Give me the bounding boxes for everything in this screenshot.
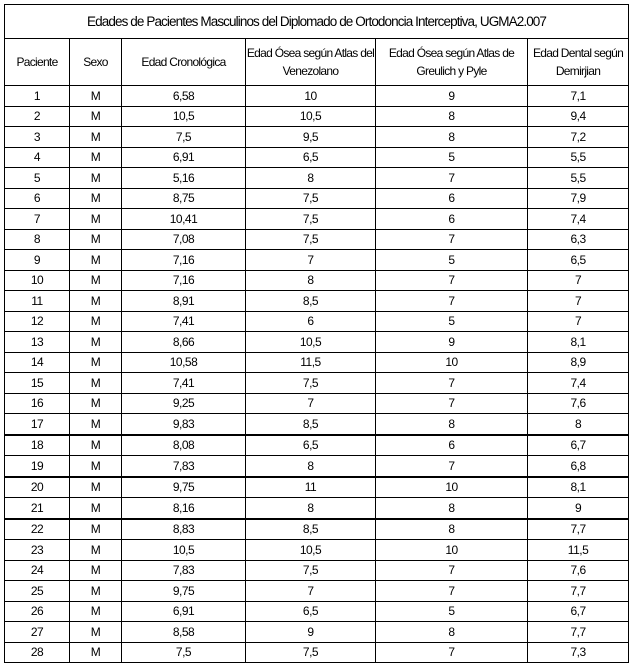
cell-edad-cronologica: 6,58 bbox=[122, 86, 246, 107]
header-edad-osea-greulich-pyle: Edad Ósea según Atlas de Greulich y Pyle bbox=[376, 39, 528, 86]
table-body bbox=[5, 86, 629, 663]
cell-edad-cronologica: 10,5 bbox=[122, 540, 246, 561]
cell-edad-cronologica: 7,16 bbox=[122, 270, 246, 291]
cell-edad-osea-greulich-pyle: 7 bbox=[376, 168, 528, 189]
cell-edad-cronologica: 10,41 bbox=[122, 209, 246, 230]
table-row bbox=[5, 498, 629, 519]
cell-edad-cronologica: 9,75 bbox=[122, 477, 246, 498]
title-row bbox=[5, 5, 629, 39]
cell-edad-osea-greulich-pyle: 7 bbox=[376, 229, 528, 250]
cell-sexo: M bbox=[70, 352, 122, 373]
cell-edad-osea-venezolano: 7,5 bbox=[246, 560, 376, 581]
cell-edad-osea-greulich-pyle: 8 bbox=[376, 414, 528, 435]
cell-paciente: 8 bbox=[5, 229, 70, 250]
cell-edad-dental-demirjian: 7 bbox=[528, 270, 629, 291]
table-row bbox=[5, 332, 629, 353]
cell-paciente: 26 bbox=[5, 601, 70, 622]
table-title: Edades de Pacientes Masculinos del Diplomado de Ortodoncia Interceptiva, UGMA2.007 bbox=[5, 5, 629, 39]
cell-sexo: M bbox=[70, 414, 122, 435]
table-row bbox=[5, 147, 629, 168]
cell-edad-cronologica: 6,91 bbox=[122, 601, 246, 622]
cell-edad-osea-venezolano: 9 bbox=[246, 622, 376, 643]
cell-edad-osea-greulich-pyle: 5 bbox=[376, 147, 528, 168]
cell-paciente: 2 bbox=[5, 106, 70, 127]
cell-edad-cronologica: 6,91 bbox=[122, 147, 246, 168]
cell-sexo: M bbox=[70, 127, 122, 148]
cell-paciente: 23 bbox=[5, 540, 70, 561]
cell-edad-osea-greulich-pyle: 7 bbox=[376, 560, 528, 581]
cell-edad-dental-demirjian: 5,5 bbox=[528, 168, 629, 189]
cell-paciente: 11 bbox=[5, 291, 70, 312]
table-row bbox=[5, 642, 629, 663]
table-row bbox=[5, 352, 629, 373]
cell-paciente: 10 bbox=[5, 270, 70, 291]
table-row bbox=[5, 127, 629, 148]
cell-paciente: 5 bbox=[5, 168, 70, 189]
cell-edad-dental-demirjian: 7,4 bbox=[528, 373, 629, 394]
cell-edad-cronologica: 8,75 bbox=[122, 188, 246, 209]
cell-sexo: M bbox=[70, 86, 122, 107]
table-row bbox=[5, 435, 629, 456]
cell-edad-osea-greulich-pyle: 7 bbox=[376, 373, 528, 394]
cell-edad-dental-demirjian: 7,2 bbox=[528, 127, 629, 148]
table-row bbox=[5, 373, 629, 394]
cell-edad-osea-venezolano: 7,5 bbox=[246, 642, 376, 663]
cell-sexo: M bbox=[70, 642, 122, 663]
cell-sexo: M bbox=[70, 540, 122, 561]
cell-edad-dental-demirjian: 6,5 bbox=[528, 250, 629, 271]
table-row bbox=[5, 519, 629, 540]
cell-paciente: 21 bbox=[5, 498, 70, 519]
cell-sexo: M bbox=[70, 332, 122, 353]
cell-paciente: 14 bbox=[5, 352, 70, 373]
cell-edad-cronologica: 7,16 bbox=[122, 250, 246, 271]
cell-edad-osea-greulich-pyle: 7 bbox=[376, 393, 528, 414]
cell-edad-cronologica: 5,16 bbox=[122, 168, 246, 189]
cell-edad-osea-venezolano: 7,5 bbox=[246, 188, 376, 209]
cell-edad-cronologica: 8,08 bbox=[122, 435, 246, 456]
cell-edad-dental-demirjian: 7,9 bbox=[528, 188, 629, 209]
cell-paciente: 18 bbox=[5, 435, 70, 456]
cell-edad-dental-demirjian: 7 bbox=[528, 291, 629, 312]
cell-edad-cronologica: 9,83 bbox=[122, 414, 246, 435]
cell-edad-cronologica: 8,58 bbox=[122, 622, 246, 643]
cell-sexo: M bbox=[70, 229, 122, 250]
cell-paciente: 28 bbox=[5, 642, 70, 663]
cell-paciente: 20 bbox=[5, 477, 70, 498]
cell-sexo: M bbox=[70, 311, 122, 332]
cell-edad-dental-demirjian: 6,3 bbox=[528, 229, 629, 250]
cell-edad-dental-demirjian: 6,7 bbox=[528, 601, 629, 622]
cell-edad-dental-demirjian: 8,1 bbox=[528, 477, 629, 498]
cell-edad-cronologica: 8,66 bbox=[122, 332, 246, 353]
cell-edad-osea-venezolano: 8 bbox=[246, 168, 376, 189]
cell-paciente: 6 bbox=[5, 188, 70, 209]
header-sexo: Sexo bbox=[70, 39, 122, 86]
cell-sexo: M bbox=[70, 560, 122, 581]
cell-edad-dental-demirjian: 7,6 bbox=[528, 560, 629, 581]
cell-edad-osea-greulich-pyle: 8 bbox=[376, 106, 528, 127]
cell-edad-dental-demirjian: 9 bbox=[528, 498, 629, 519]
cell-edad-cronologica: 9,25 bbox=[122, 393, 246, 414]
cell-paciente: 24 bbox=[5, 560, 70, 581]
cell-edad-osea-greulich-pyle: 7 bbox=[376, 642, 528, 663]
cell-edad-cronologica: 7,83 bbox=[122, 456, 246, 477]
spreadsheet-table-container bbox=[4, 4, 628, 663]
cell-sexo: M bbox=[70, 188, 122, 209]
cell-edad-dental-demirjian: 9,4 bbox=[528, 106, 629, 127]
patient-ages-table bbox=[4, 4, 629, 663]
cell-edad-osea-venezolano: 8 bbox=[246, 456, 376, 477]
cell-edad-osea-venezolano: 11,5 bbox=[246, 352, 376, 373]
header-row bbox=[5, 39, 629, 86]
cell-edad-osea-venezolano: 7,5 bbox=[246, 229, 376, 250]
cell-sexo: M bbox=[70, 622, 122, 643]
table-row bbox=[5, 393, 629, 414]
cell-edad-osea-greulich-pyle: 5 bbox=[376, 250, 528, 271]
cell-edad-dental-demirjian: 7,7 bbox=[528, 622, 629, 643]
cell-edad-dental-demirjian: 11,5 bbox=[528, 540, 629, 561]
cell-sexo: M bbox=[70, 270, 122, 291]
table-row bbox=[5, 477, 629, 498]
cell-sexo: M bbox=[70, 498, 122, 519]
cell-paciente: 12 bbox=[5, 311, 70, 332]
cell-edad-osea-greulich-pyle: 6 bbox=[376, 188, 528, 209]
table-row bbox=[5, 106, 629, 127]
cell-edad-osea-greulich-pyle: 7 bbox=[376, 456, 528, 477]
cell-edad-osea-greulich-pyle: 10 bbox=[376, 352, 528, 373]
table-row bbox=[5, 601, 629, 622]
table-row bbox=[5, 209, 629, 230]
cell-edad-osea-venezolano: 6 bbox=[246, 311, 376, 332]
cell-paciente: 22 bbox=[5, 519, 70, 540]
cell-edad-dental-demirjian: 7,7 bbox=[528, 519, 629, 540]
cell-sexo: M bbox=[70, 581, 122, 602]
cell-paciente: 13 bbox=[5, 332, 70, 353]
table-row bbox=[5, 540, 629, 561]
cell-paciente: 9 bbox=[5, 250, 70, 271]
cell-edad-osea-greulich-pyle: 7 bbox=[376, 581, 528, 602]
cell-edad-osea-venezolano: 11 bbox=[246, 477, 376, 498]
cell-edad-dental-demirjian: 6,7 bbox=[528, 435, 629, 456]
cell-edad-dental-demirjian: 7 bbox=[528, 311, 629, 332]
cell-sexo: M bbox=[70, 477, 122, 498]
cell-edad-cronologica: 7,41 bbox=[122, 373, 246, 394]
cell-edad-osea-venezolano: 7 bbox=[246, 393, 376, 414]
cell-edad-osea-greulich-pyle: 9 bbox=[376, 332, 528, 353]
header-edad-cronologica: Edad Cronológica bbox=[122, 39, 246, 86]
cell-paciente: 15 bbox=[5, 373, 70, 394]
cell-edad-osea-venezolano: 8,5 bbox=[246, 414, 376, 435]
cell-edad-dental-demirjian: 8,1 bbox=[528, 332, 629, 353]
cell-sexo: M bbox=[70, 435, 122, 456]
cell-paciente: 1 bbox=[5, 86, 70, 107]
cell-edad-osea-greulich-pyle: 8 bbox=[376, 127, 528, 148]
cell-edad-cronologica: 7,41 bbox=[122, 311, 246, 332]
table-row bbox=[5, 560, 629, 581]
cell-paciente: 16 bbox=[5, 393, 70, 414]
cell-edad-osea-venezolano: 7 bbox=[246, 581, 376, 602]
cell-edad-osea-greulich-pyle: 7 bbox=[376, 291, 528, 312]
cell-paciente: 19 bbox=[5, 456, 70, 477]
cell-edad-osea-greulich-pyle: 6 bbox=[376, 435, 528, 456]
cell-paciente: 27 bbox=[5, 622, 70, 643]
cell-edad-osea-venezolano: 10 bbox=[246, 86, 376, 107]
cell-sexo: M bbox=[70, 106, 122, 127]
cell-edad-osea-venezolano: 7,5 bbox=[246, 209, 376, 230]
cell-edad-osea-greulich-pyle: 10 bbox=[376, 477, 528, 498]
cell-edad-osea-venezolano: 10,5 bbox=[246, 332, 376, 353]
table-row bbox=[5, 414, 629, 435]
cell-edad-osea-venezolano: 6,5 bbox=[246, 435, 376, 456]
cell-sexo: M bbox=[70, 373, 122, 394]
cell-edad-cronologica: 7,08 bbox=[122, 229, 246, 250]
cell-edad-osea-greulich-pyle: 8 bbox=[376, 622, 528, 643]
cell-edad-cronologica: 7,83 bbox=[122, 560, 246, 581]
table-row bbox=[5, 188, 629, 209]
cell-edad-osea-venezolano: 6,5 bbox=[246, 147, 376, 168]
cell-edad-osea-venezolano: 10,5 bbox=[246, 540, 376, 561]
cell-edad-cronologica: 9,75 bbox=[122, 581, 246, 602]
cell-edad-cronologica: 8,91 bbox=[122, 291, 246, 312]
cell-edad-osea-venezolano: 10,5 bbox=[246, 106, 376, 127]
table-row bbox=[5, 622, 629, 643]
cell-edad-dental-demirjian: 6,8 bbox=[528, 456, 629, 477]
cell-edad-dental-demirjian: 8 bbox=[528, 414, 629, 435]
cell-edad-osea-greulich-pyle: 5 bbox=[376, 601, 528, 622]
header-paciente: Paciente bbox=[5, 39, 70, 86]
cell-sexo: M bbox=[70, 147, 122, 168]
cell-edad-dental-demirjian: 5,5 bbox=[528, 147, 629, 168]
cell-sexo: M bbox=[70, 601, 122, 622]
cell-edad-osea-venezolano: 8,5 bbox=[246, 519, 376, 540]
cell-edad-cronologica: 10,5 bbox=[122, 106, 246, 127]
cell-edad-cronologica: 8,16 bbox=[122, 498, 246, 519]
header-edad-osea-venezolano: Edad Ósea según Atlas del Venezolano bbox=[246, 39, 376, 86]
table-row bbox=[5, 311, 629, 332]
cell-edad-osea-greulich-pyle: 6 bbox=[376, 209, 528, 230]
cell-edad-cronologica: 10,58 bbox=[122, 352, 246, 373]
cell-sexo: M bbox=[70, 291, 122, 312]
cell-edad-osea-greulich-pyle: 5 bbox=[376, 311, 528, 332]
cell-edad-cronologica: 8,83 bbox=[122, 519, 246, 540]
cell-paciente: 4 bbox=[5, 147, 70, 168]
cell-paciente: 17 bbox=[5, 414, 70, 435]
cell-edad-osea-venezolano: 7,5 bbox=[246, 373, 376, 394]
table-row bbox=[5, 456, 629, 477]
cell-sexo: M bbox=[70, 250, 122, 271]
cell-paciente: 7 bbox=[5, 209, 70, 230]
cell-edad-osea-greulich-pyle: 8 bbox=[376, 498, 528, 519]
cell-edad-cronologica: 7,5 bbox=[122, 642, 246, 663]
cell-edad-osea-venezolano: 7 bbox=[246, 250, 376, 271]
cell-edad-dental-demirjian: 7,4 bbox=[528, 209, 629, 230]
header-edad-dental-demirjian: Edad Dental según Demirjian bbox=[528, 39, 629, 86]
table-row bbox=[5, 168, 629, 189]
cell-edad-osea-venezolano: 8 bbox=[246, 498, 376, 519]
table-row bbox=[5, 250, 629, 271]
table-row bbox=[5, 291, 629, 312]
cell-edad-dental-demirjian: 7,1 bbox=[528, 86, 629, 107]
cell-edad-osea-greulich-pyle: 7 bbox=[376, 270, 528, 291]
cell-sexo: M bbox=[70, 519, 122, 540]
table-row bbox=[5, 86, 629, 107]
cell-sexo: M bbox=[70, 393, 122, 414]
cell-edad-osea-greulich-pyle: 9 bbox=[376, 86, 528, 107]
table-row bbox=[5, 581, 629, 602]
cell-edad-dental-demirjian: 7,3 bbox=[528, 642, 629, 663]
cell-edad-dental-demirjian: 7,7 bbox=[528, 581, 629, 602]
cell-edad-osea-venezolano: 8,5 bbox=[246, 291, 376, 312]
cell-sexo: M bbox=[70, 209, 122, 230]
table-row bbox=[5, 270, 629, 291]
cell-sexo: M bbox=[70, 456, 122, 477]
cell-paciente: 3 bbox=[5, 127, 70, 148]
cell-edad-osea-greulich-pyle: 8 bbox=[376, 519, 528, 540]
cell-edad-dental-demirjian: 8,9 bbox=[528, 352, 629, 373]
cell-edad-osea-venezolano: 8 bbox=[246, 270, 376, 291]
table-row bbox=[5, 229, 629, 250]
cell-edad-osea-venezolano: 6,5 bbox=[246, 601, 376, 622]
cell-paciente: 25 bbox=[5, 581, 70, 602]
cell-edad-osea-venezolano: 9,5 bbox=[246, 127, 376, 148]
cell-sexo: M bbox=[70, 168, 122, 189]
cell-edad-cronologica: 7,5 bbox=[122, 127, 246, 148]
cell-edad-dental-demirjian: 7,6 bbox=[528, 393, 629, 414]
cell-edad-osea-greulich-pyle: 10 bbox=[376, 540, 528, 561]
